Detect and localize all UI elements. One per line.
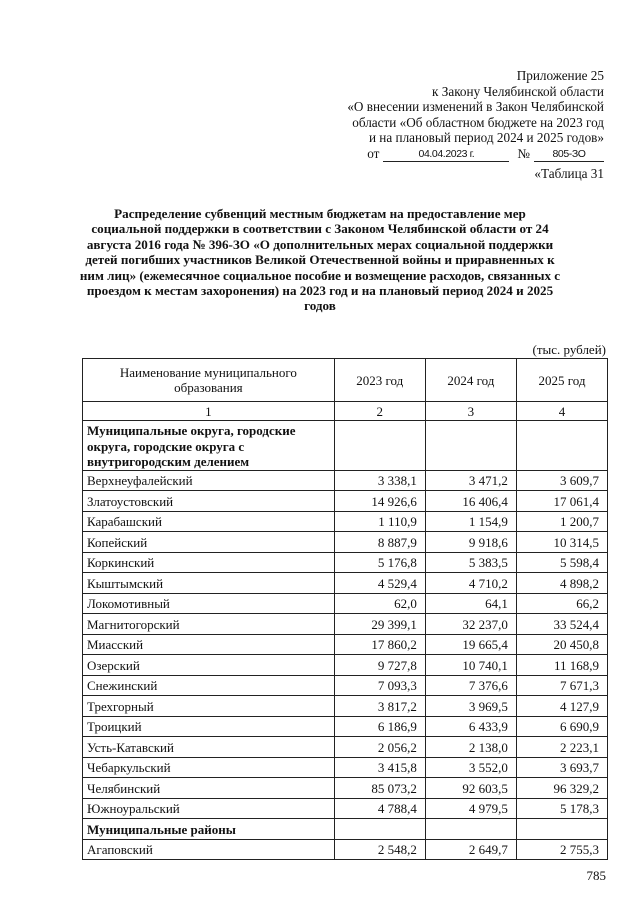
table-row — [83, 593, 608, 614]
column-number: 1 — [83, 402, 335, 421]
value-2024: 5 383,5 — [425, 552, 516, 573]
value-2025: 1 200,7 — [516, 511, 607, 532]
value-2023: 3 817,2 — [334, 696, 425, 717]
value-2023: 29 399,1 — [334, 614, 425, 635]
group-heading-row — [83, 819, 608, 840]
column-number-row — [83, 402, 608, 421]
table-reference: «Таблица 31 — [534, 166, 604, 181]
table-row — [83, 655, 608, 676]
value-2024: 3 552,0 — [425, 757, 516, 778]
value-2023: 85 073,2 — [334, 778, 425, 799]
value-2023: 2 056,2 — [334, 737, 425, 758]
value-2025: 17 061,4 — [516, 491, 607, 512]
page-number: 785 — [586, 868, 606, 883]
appendix-line: и на плановый период 2024 и 2025 годов» — [368, 130, 604, 146]
value-2025: 7 671,3 — [516, 675, 607, 696]
column-number: 3 — [425, 402, 516, 421]
value-2025: 66,2 — [516, 593, 607, 614]
value-2025: 5 598,4 — [516, 552, 607, 573]
municipality-name: Магнитогорский — [83, 614, 335, 635]
value-2025: 3 693,7 — [516, 757, 607, 778]
value-2023: 14 926,6 — [334, 491, 425, 512]
value-2023: 1 110,9 — [334, 511, 425, 532]
value-2025: 96 329,2 — [516, 778, 607, 799]
value-2024: 16 406,4 — [425, 491, 516, 512]
municipality-name: Снежинский — [83, 675, 335, 696]
value-2023: 3 415,8 — [334, 757, 425, 778]
value-2023: 4 529,4 — [334, 573, 425, 594]
value-2024: 4 979,5 — [425, 798, 516, 819]
appendix-line: Приложение 25 — [516, 68, 604, 83]
value-2024: 4 710,2 — [425, 573, 516, 594]
municipality-name: Трехгорный — [83, 696, 335, 717]
appendix-line: к Закону Челябинской области — [432, 83, 604, 99]
table-row — [83, 737, 608, 758]
value-2024: 10 740,1 — [425, 655, 516, 676]
subsidy-table — [82, 358, 608, 860]
municipality-name: Кыштымский — [83, 573, 335, 594]
value-2025: 3 609,7 — [516, 470, 607, 491]
value-2025: 2 223,1 — [516, 737, 607, 758]
municipality-name: Коркинский — [83, 552, 335, 573]
value-2024: 3 969,5 — [425, 696, 516, 717]
value-2025: 6 690,9 — [516, 716, 607, 737]
value-2025: 33 524,4 — [516, 614, 607, 635]
value-2024: 2 138,0 — [425, 737, 516, 758]
municipality-name: Озерский — [83, 655, 335, 676]
value-2024: 9 918,6 — [425, 532, 516, 553]
municipality-name: Троицкий — [83, 716, 335, 737]
value-2024: 2 649,7 — [425, 839, 516, 860]
municipality-name: Усть-Катавский — [83, 737, 335, 758]
municipality-name: Локомотивный — [83, 593, 335, 614]
value-2024: 64,1 — [425, 593, 516, 614]
column-number: 2 — [334, 402, 425, 421]
group-heading-row — [83, 421, 608, 471]
municipality-name: Копейский — [83, 532, 335, 553]
table-row — [83, 470, 608, 491]
from-label: от — [367, 145, 380, 161]
value-2023: 8 887,9 — [334, 532, 425, 553]
value-2025: 2 755,3 — [516, 839, 607, 860]
value-2025: 5 178,3 — [516, 798, 607, 819]
law-reference-line — [284, 146, 604, 162]
document-title: Распределение субвенций местным бюджетам на предоставление мер социальной поддержки в соответствии с Законом Челябинской области от 24 августа 2016 года № 396-ЗО «О дополнительных мерах социальной поддержки детей погибших участников Великой Отечественной войны и приравненных к ним лиц» (ежемесячное социальное пособие и возмещение расходов, связанных с проездом к местам захоронения) на 2023 год и на плановый период 2024 и 2025 годов — [79, 206, 561, 314]
municipal-okrug-rows — [83, 470, 608, 819]
value-2023: 9 727,8 — [334, 655, 425, 676]
value-2023: 2 548,2 — [334, 839, 425, 860]
municipality-name: Южноуральский — [83, 798, 335, 819]
value-2025: 4 127,9 — [516, 696, 607, 717]
table-row — [83, 532, 608, 553]
table-row — [83, 552, 608, 573]
appendix-block — [284, 68, 604, 162]
table-row — [83, 716, 608, 737]
municipality-name: Верхнеуфалейский — [83, 470, 335, 491]
value-2023: 62,0 — [334, 593, 425, 614]
group-heading: Муниципальные округа, городские округа, городские округа с внутригородским делением — [83, 421, 335, 471]
value-2024: 32 237,0 — [425, 614, 516, 635]
table-header-row — [83, 359, 608, 402]
value-2023: 17 860,2 — [334, 634, 425, 655]
law-number: 805-ЗО — [534, 148, 604, 162]
table-row — [83, 757, 608, 778]
header-2023: 2023 год — [334, 359, 425, 402]
value-2024: 6 433,9 — [425, 716, 516, 737]
appendix-line: области «Об областном бюджете на 2023 год — [352, 114, 604, 130]
law-date: 04.04.2023 г. — [383, 148, 509, 162]
value-2025: 11 168,9 — [516, 655, 607, 676]
group-heading: Муниципальные районы — [83, 819, 335, 840]
header-2024: 2024 год — [425, 359, 516, 402]
municipality-name: Челябинский — [83, 778, 335, 799]
value-2023: 6 186,9 — [334, 716, 425, 737]
value-2024: 1 154,9 — [425, 511, 516, 532]
appendix-line: «О внесении изменений в Закон Челябинской — [347, 99, 604, 115]
table-row — [83, 675, 608, 696]
value-2025: 20 450,8 — [516, 634, 607, 655]
municipal-district-rows — [83, 839, 608, 860]
value-2023: 4 788,4 — [334, 798, 425, 819]
table-row — [83, 634, 608, 655]
table-row — [83, 614, 608, 635]
value-2025: 4 898,2 — [516, 573, 607, 594]
table-row — [83, 839, 608, 860]
municipality-name: Карабашский — [83, 511, 335, 532]
value-2024: 92 603,5 — [425, 778, 516, 799]
municipality-name: Златоустовский — [83, 491, 335, 512]
value-2025: 10 314,5 — [516, 532, 607, 553]
table-row — [83, 511, 608, 532]
value-2024: 19 665,4 — [425, 634, 516, 655]
number-label: № — [517, 145, 530, 161]
value-2024: 7 376,6 — [425, 675, 516, 696]
municipality-name: Миасский — [83, 634, 335, 655]
header-2025: 2025 год — [516, 359, 607, 402]
header-municipality: Наименование муниципального образования — [83, 359, 335, 402]
units-label: (тыс. рублей) — [532, 342, 606, 357]
table-row — [83, 573, 608, 594]
municipality-name: Агаповский — [83, 839, 335, 860]
value-2023: 5 176,8 — [334, 552, 425, 573]
table-row — [83, 491, 608, 512]
table-row — [83, 778, 608, 799]
value-2023: 7 093,3 — [334, 675, 425, 696]
value-2024: 3 471,2 — [425, 470, 516, 491]
value-2023: 3 338,1 — [334, 470, 425, 491]
column-number: 4 — [516, 402, 607, 421]
municipality-name: Чебаркульский — [83, 757, 335, 778]
table-row — [83, 696, 608, 717]
table-row — [83, 798, 608, 819]
